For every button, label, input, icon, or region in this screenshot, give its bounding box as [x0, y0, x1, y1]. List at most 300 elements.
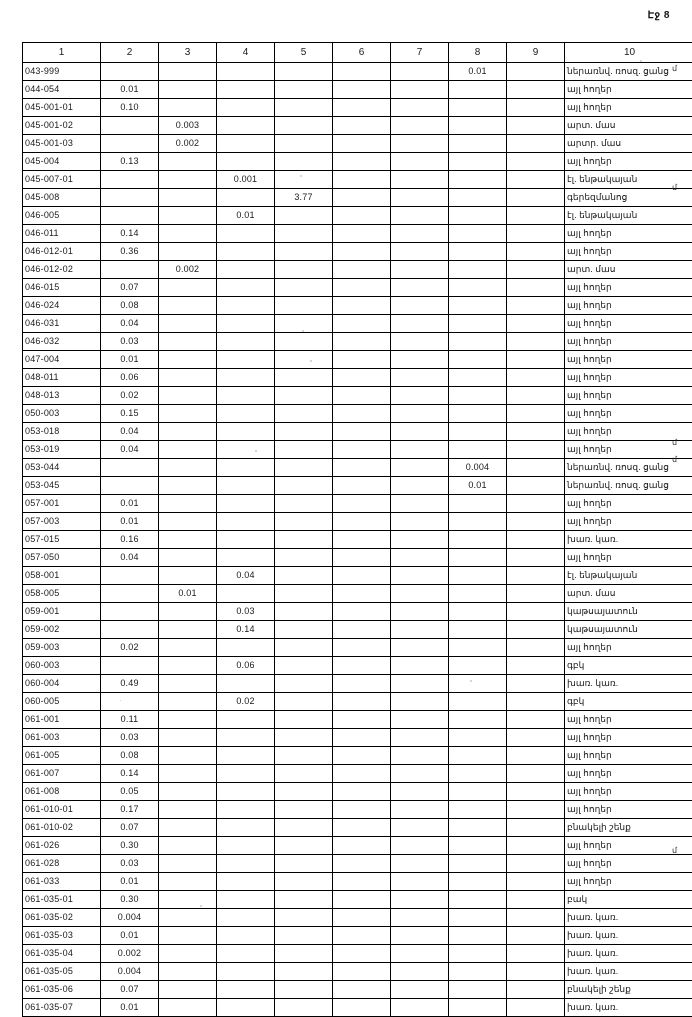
cell-note: գբկ — [565, 693, 692, 711]
cell-col-6 — [333, 333, 391, 351]
cell-col-6 — [333, 531, 391, 549]
cell-col-4: 0.01 — [217, 207, 275, 225]
cell-col-8: 0.004 — [449, 459, 507, 477]
cell-note: այլ հողեր — [565, 351, 692, 369]
cell-col-7 — [391, 873, 449, 891]
cell-col-4 — [217, 315, 275, 333]
cell-col-6 — [333, 243, 391, 261]
cell-col-7 — [391, 477, 449, 495]
cell-col-3 — [159, 153, 217, 171]
table-row — [23, 639, 692, 657]
cell-code: 046-012-02 — [23, 261, 101, 279]
cell-col-4 — [217, 945, 275, 963]
column-header-7: 7 — [391, 43, 449, 63]
cell-note: խառ. կառ. — [565, 909, 692, 927]
table-row — [23, 693, 692, 711]
cell-col-7 — [391, 549, 449, 567]
cell-col-8 — [449, 603, 507, 621]
cell-col-4 — [217, 297, 275, 315]
cell-note: էլ. ենթակայան — [565, 207, 692, 225]
margin-mark: մ — [672, 846, 677, 855]
cell-col-2: 0.01 — [101, 513, 159, 531]
cell-col-8 — [449, 693, 507, 711]
cell-col-4 — [217, 729, 275, 747]
cell-col-8 — [449, 405, 507, 423]
cell-col-4 — [217, 909, 275, 927]
cell-note: կաթսայատուն — [565, 621, 692, 639]
cell-col-9 — [507, 459, 565, 477]
cell-col-6 — [333, 459, 391, 477]
cell-code: 061-008 — [23, 783, 101, 801]
cell-col-3 — [159, 981, 217, 999]
cell-col-7 — [391, 333, 449, 351]
cell-col-9 — [507, 873, 565, 891]
cell-code: 061-007 — [23, 765, 101, 783]
table-row — [23, 99, 692, 117]
cell-col-5 — [275, 369, 333, 387]
cell-code: 059-001 — [23, 603, 101, 621]
cell-note: գերեզմանոց — [565, 189, 692, 207]
cell-col-5 — [275, 279, 333, 297]
table-header-row — [23, 43, 692, 63]
table-row — [23, 369, 692, 387]
cell-col-8 — [449, 675, 507, 693]
cell-col-9 — [507, 315, 565, 333]
cell-code: 061-035-07 — [23, 999, 101, 1017]
cell-col-6 — [333, 171, 391, 189]
cell-col-5 — [275, 261, 333, 279]
cell-col-6 — [333, 909, 391, 927]
cell-col-2 — [101, 585, 159, 603]
cell-col-4 — [217, 531, 275, 549]
cell-col-5 — [275, 513, 333, 531]
cell-col-9 — [507, 405, 565, 423]
cell-col-2: 0.30 — [101, 891, 159, 909]
cell-col-9 — [507, 387, 565, 405]
cell-col-5 — [275, 603, 333, 621]
cell-col-6 — [333, 603, 391, 621]
cell-col-5 — [275, 783, 333, 801]
scan-speck — [560, 940, 561, 941]
cell-col-4 — [217, 333, 275, 351]
cell-col-3 — [159, 855, 217, 873]
cell-col-3 — [159, 567, 217, 585]
cell-col-4 — [217, 495, 275, 513]
table-row — [23, 261, 692, 279]
cell-col-3 — [159, 351, 217, 369]
cell-col-7 — [391, 711, 449, 729]
cell-col-7 — [391, 459, 449, 477]
cell-code: 050-003 — [23, 405, 101, 423]
cell-col-2: 0.03 — [101, 333, 159, 351]
table-row — [23, 909, 692, 927]
cell-note: կաթսայատուն — [565, 603, 692, 621]
table-row — [23, 603, 692, 621]
cell-col-7 — [391, 693, 449, 711]
cell-col-5 — [275, 549, 333, 567]
cell-col-8 — [449, 981, 507, 999]
cell-col-9 — [507, 153, 565, 171]
cell-col-9 — [507, 909, 565, 927]
cell-col-5 — [275, 963, 333, 981]
cell-note: այլ հողեր — [565, 225, 692, 243]
land-registry-table-container — [22, 42, 670, 1017]
cell-col-3 — [159, 243, 217, 261]
cell-code: 046-024 — [23, 297, 101, 315]
cell-code: 059-002 — [23, 621, 101, 639]
cell-col-9 — [507, 81, 565, 99]
cell-note: այլ հողեր — [565, 333, 692, 351]
cell-col-2: 0.01 — [101, 351, 159, 369]
cell-col-5: 3.77 — [275, 189, 333, 207]
cell-note: այլ հողեր — [565, 873, 692, 891]
table-row — [23, 135, 692, 153]
cell-col-9 — [507, 837, 565, 855]
cell-col-9 — [507, 981, 565, 999]
table-row — [23, 441, 692, 459]
cell-col-3 — [159, 927, 217, 945]
cell-code: 045-004 — [23, 153, 101, 171]
cell-col-6 — [333, 351, 391, 369]
cell-col-4: 0.03 — [217, 603, 275, 621]
table-row — [23, 117, 692, 135]
cell-col-3 — [159, 873, 217, 891]
cell-col-6 — [333, 369, 391, 387]
cell-col-7 — [391, 675, 449, 693]
cell-col-6 — [333, 513, 391, 531]
cell-col-3 — [159, 765, 217, 783]
cell-col-7 — [391, 585, 449, 603]
cell-col-2: 0.03 — [101, 729, 159, 747]
cell-col-5 — [275, 225, 333, 243]
cell-col-2 — [101, 603, 159, 621]
cell-col-5 — [275, 441, 333, 459]
cell-col-9 — [507, 117, 565, 135]
cell-col-9 — [507, 207, 565, 225]
cell-col-3 — [159, 549, 217, 567]
table-row — [23, 657, 692, 675]
cell-col-4 — [217, 891, 275, 909]
cell-col-3 — [159, 909, 217, 927]
cell-col-2: 0.004 — [101, 963, 159, 981]
cell-col-4 — [217, 99, 275, 117]
cell-col-2: 0.17 — [101, 801, 159, 819]
cell-code: 058-001 — [23, 567, 101, 585]
cell-col-2: 0.004 — [101, 909, 159, 927]
cell-col-4 — [217, 585, 275, 603]
cell-col-3 — [159, 441, 217, 459]
table-row — [23, 747, 692, 765]
cell-note: ներառնվ. ռոսզ. ցանց — [565, 477, 692, 495]
cell-col-9 — [507, 171, 565, 189]
cell-col-7 — [391, 639, 449, 657]
cell-col-3 — [159, 189, 217, 207]
cell-col-6 — [333, 405, 391, 423]
cell-col-7 — [391, 261, 449, 279]
cell-col-2: 0.49 — [101, 675, 159, 693]
table-row — [23, 387, 692, 405]
cell-col-9 — [507, 369, 565, 387]
cell-col-2: 0.15 — [101, 405, 159, 423]
cell-col-3 — [159, 801, 217, 819]
cell-col-6 — [333, 801, 391, 819]
cell-col-7 — [391, 783, 449, 801]
cell-col-2 — [101, 621, 159, 639]
cell-col-4 — [217, 819, 275, 837]
cell-code: 048-011 — [23, 369, 101, 387]
cell-col-3 — [159, 891, 217, 909]
cell-col-2: 0.01 — [101, 927, 159, 945]
cell-note: այլ հողեր — [565, 315, 692, 333]
margin-mark: մ — [672, 183, 677, 192]
cell-code: 057-003 — [23, 513, 101, 531]
cell-col-5 — [275, 477, 333, 495]
cell-note: այլ հողեր — [565, 81, 692, 99]
cell-col-7 — [391, 747, 449, 765]
cell-code: 060-004 — [23, 675, 101, 693]
cell-col-8 — [449, 279, 507, 297]
cell-col-9 — [507, 765, 565, 783]
cell-col-8 — [449, 855, 507, 873]
cell-col-8 — [449, 765, 507, 783]
cell-col-4 — [217, 981, 275, 999]
cell-col-9 — [507, 639, 565, 657]
cell-note: այլ հողեր — [565, 765, 692, 783]
cell-code: 059-003 — [23, 639, 101, 657]
cell-col-4 — [217, 405, 275, 423]
cell-col-8 — [449, 747, 507, 765]
cell-code: 061-005 — [23, 747, 101, 765]
cell-col-7 — [391, 99, 449, 117]
cell-col-6 — [333, 117, 391, 135]
cell-col-4 — [217, 81, 275, 99]
cell-code: 046-015 — [23, 279, 101, 297]
column-header-4: 4 — [217, 43, 275, 63]
cell-col-6 — [333, 711, 391, 729]
cell-col-8 — [449, 729, 507, 747]
cell-col-7 — [391, 81, 449, 99]
cell-col-7 — [391, 171, 449, 189]
cell-col-5 — [275, 945, 333, 963]
cell-note: այլ հողեր — [565, 729, 692, 747]
cell-col-2 — [101, 657, 159, 675]
cell-col-5 — [275, 243, 333, 261]
cell-col-7 — [391, 981, 449, 999]
cell-col-8 — [449, 225, 507, 243]
table-row — [23, 891, 692, 909]
scan-speck — [310, 360, 312, 362]
cell-col-7 — [391, 117, 449, 135]
cell-col-3 — [159, 657, 217, 675]
cell-col-2: 0.01 — [101, 81, 159, 99]
cell-col-7 — [391, 315, 449, 333]
cell-col-4 — [217, 747, 275, 765]
cell-col-9 — [507, 135, 565, 153]
cell-col-5 — [275, 891, 333, 909]
land-registry-table — [22, 42, 692, 1017]
cell-col-3 — [159, 171, 217, 189]
cell-col-5 — [275, 135, 333, 153]
cell-col-6 — [333, 477, 391, 495]
cell-col-8 — [449, 927, 507, 945]
cell-code: 043-999 — [23, 63, 101, 81]
cell-col-5 — [275, 495, 333, 513]
cell-col-8 — [449, 657, 507, 675]
cell-code: 061-001 — [23, 711, 101, 729]
cell-note: այլ հողեր — [565, 855, 692, 873]
cell-col-6 — [333, 99, 391, 117]
table-row — [23, 783, 692, 801]
cell-col-2 — [101, 693, 159, 711]
cell-col-5 — [275, 765, 333, 783]
cell-col-8 — [449, 135, 507, 153]
cell-col-6 — [333, 261, 391, 279]
cell-col-3 — [159, 639, 217, 657]
cell-col-4 — [217, 369, 275, 387]
cell-col-6 — [333, 693, 391, 711]
cell-col-2: 0.13 — [101, 153, 159, 171]
cell-col-9 — [507, 585, 565, 603]
cell-col-4: 0.04 — [217, 567, 275, 585]
table-row — [23, 981, 692, 999]
table-row — [23, 297, 692, 315]
cell-col-9 — [507, 513, 565, 531]
cell-col-8 — [449, 261, 507, 279]
cell-code: 045-001-02 — [23, 117, 101, 135]
cell-note: արտ. մաս — [565, 261, 692, 279]
cell-note: այլ հողեր — [565, 639, 692, 657]
cell-col-9 — [507, 297, 565, 315]
cell-col-7 — [391, 153, 449, 171]
table-row — [23, 549, 692, 567]
cell-col-9 — [507, 279, 565, 297]
cell-col-4 — [217, 153, 275, 171]
scan-speck — [470, 680, 472, 682]
cell-col-4 — [217, 189, 275, 207]
cell-col-6 — [333, 279, 391, 297]
scan-speck — [302, 330, 304, 332]
margin-mark: մ — [672, 438, 677, 447]
cell-code: 058-005 — [23, 585, 101, 603]
cell-col-4 — [217, 477, 275, 495]
cell-col-5 — [275, 99, 333, 117]
cell-col-2 — [101, 207, 159, 225]
cell-col-7 — [391, 225, 449, 243]
cell-note: գբկ — [565, 657, 692, 675]
cell-col-7 — [391, 963, 449, 981]
cell-col-8 — [449, 297, 507, 315]
table-row — [23, 459, 692, 477]
table-row — [23, 675, 692, 693]
cell-code: 053-018 — [23, 423, 101, 441]
cell-code: 045-007-01 — [23, 171, 101, 189]
cell-note: այլ հողեր — [565, 423, 692, 441]
cell-code: 061-003 — [23, 729, 101, 747]
cell-col-5 — [275, 855, 333, 873]
cell-note: այլ հողեր — [565, 153, 692, 171]
cell-col-6 — [333, 855, 391, 873]
cell-code: 061-035-03 — [23, 927, 101, 945]
cell-col-6 — [333, 495, 391, 513]
cell-col-7 — [391, 423, 449, 441]
cell-col-5 — [275, 873, 333, 891]
cell-col-6 — [333, 549, 391, 567]
cell-col-7 — [391, 189, 449, 207]
cell-col-5 — [275, 117, 333, 135]
cell-col-5 — [275, 405, 333, 423]
cell-col-7 — [391, 495, 449, 513]
table-row — [23, 189, 692, 207]
cell-col-9 — [507, 225, 565, 243]
cell-col-2: 0.08 — [101, 297, 159, 315]
cell-col-5 — [275, 621, 333, 639]
cell-col-8 — [449, 171, 507, 189]
table-row — [23, 963, 692, 981]
cell-col-5 — [275, 981, 333, 999]
cell-col-9 — [507, 423, 565, 441]
cell-col-9 — [507, 801, 565, 819]
column-header-10: 10 — [565, 43, 692, 63]
cell-col-5 — [275, 459, 333, 477]
scan-speck — [300, 175, 302, 177]
cell-col-7 — [391, 441, 449, 459]
cell-col-8 — [449, 153, 507, 171]
table-row — [23, 819, 692, 837]
cell-col-5 — [275, 837, 333, 855]
cell-col-5 — [275, 333, 333, 351]
cell-col-4 — [217, 927, 275, 945]
cell-col-3 — [159, 819, 217, 837]
cell-col-6 — [333, 675, 391, 693]
cell-col-7 — [391, 297, 449, 315]
cell-col-4 — [217, 117, 275, 135]
cell-col-2: 0.16 — [101, 531, 159, 549]
cell-col-6 — [333, 657, 391, 675]
cell-col-4 — [217, 837, 275, 855]
cell-code: 053-045 — [23, 477, 101, 495]
table-row — [23, 171, 692, 189]
cell-col-7 — [391, 729, 449, 747]
cell-col-7 — [391, 405, 449, 423]
cell-col-6 — [333, 441, 391, 459]
cell-col-5 — [275, 423, 333, 441]
cell-col-5 — [275, 801, 333, 819]
cell-col-3 — [159, 675, 217, 693]
cell-col-6 — [333, 765, 391, 783]
cell-col-2 — [101, 117, 159, 135]
table-row — [23, 711, 692, 729]
cell-col-8 — [449, 873, 507, 891]
cell-col-8 — [449, 801, 507, 819]
cell-col-3 — [159, 333, 217, 351]
cell-note: ներառնվ. ռոսզ. ցանց — [565, 459, 692, 477]
cell-col-6 — [333, 729, 391, 747]
cell-code: 045-001-01 — [23, 99, 101, 117]
table-row — [23, 81, 692, 99]
cell-col-2: 0.05 — [101, 783, 159, 801]
cell-col-8 — [449, 81, 507, 99]
cell-col-8 — [449, 315, 507, 333]
cell-col-7 — [391, 891, 449, 909]
column-header-3: 3 — [159, 43, 217, 63]
cell-col-2: 0.08 — [101, 747, 159, 765]
cell-col-5 — [275, 909, 333, 927]
cell-col-5 — [275, 171, 333, 189]
cell-col-6 — [333, 747, 391, 765]
cell-col-9 — [507, 963, 565, 981]
cell-col-8 — [449, 351, 507, 369]
cell-col-2: 0.01 — [101, 999, 159, 1017]
